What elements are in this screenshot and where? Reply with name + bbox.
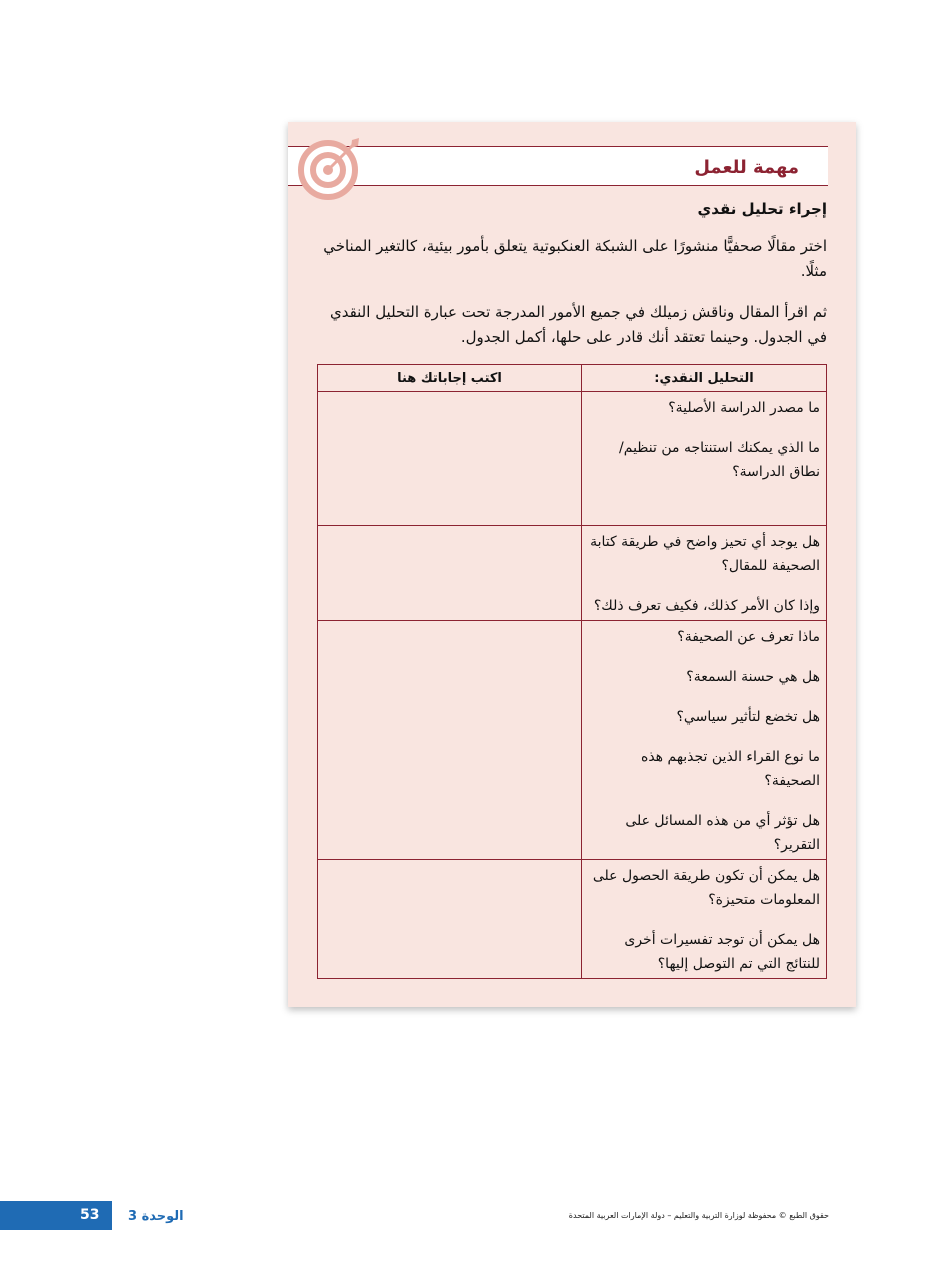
table-row: [318, 860, 827, 979]
table-row: [318, 621, 827, 860]
task-paragraph-1: اختر مقالًا صحفيًّا منشورًا على الشبكة العنكبوتية يتعلق بأمور بيئية، كالتغير المناخي مثلًا.: [323, 237, 827, 280]
question-cell: [582, 621, 827, 860]
question: ما مصدر الدراسة الأصلية؟: [668, 400, 820, 416]
question: هل تؤثر أي من هذه المسائل على التقرير؟: [625, 813, 820, 853]
answer-cell[interactable]: [318, 526, 582, 621]
question: وإذا كان الأمر كذلك، فكيف تعرف ذلك؟: [593, 598, 820, 614]
target-icon: [296, 136, 370, 200]
question: هل يمكن أن تكون طريقة الحصول على المعلومات متحيزة؟: [592, 868, 820, 908]
page-number: 53: [80, 1207, 100, 1223]
answer-cell[interactable]: [318, 392, 582, 526]
question: هل يوجد أي تحيز واضح في طريقة كتابة الصحيفة للمقال؟: [590, 534, 820, 574]
task-card: [288, 122, 856, 1007]
question-cell: [582, 392, 827, 526]
table-row: [318, 392, 827, 526]
question: ماذا تعرف عن الصحيفة؟: [677, 629, 820, 645]
table-header-row: [318, 365, 827, 392]
question: هل هي حسنة السمعة؟: [686, 669, 820, 685]
question-cell: [582, 860, 827, 979]
critical-analysis-table: [317, 364, 827, 979]
header-answers: اكتب إجاباتك هنا: [318, 365, 582, 392]
header-critical-analysis: التحليل النقدي:: [582, 365, 827, 392]
question: هل تخضع لتأثير سياسي؟: [676, 709, 820, 725]
task-title: مهمة للعمل: [694, 157, 799, 178]
unit-label: الوحدة 3: [128, 1209, 184, 1224]
question: ما نوع القراء الذين تجذبهم هذه الصحيفة؟: [640, 749, 820, 789]
task-paragraph-2: ثم اقرأ المقال وناقش زميلك في جميع الأمور المدرجة تحت عبارة التحليل النقدي في الجدول. وحينما تعتقد أنك قادر على حلها، أكمل الجدول.: [329, 303, 827, 346]
task-subheading: إجراء تحليل نقدي: [697, 200, 827, 218]
table-row: [318, 526, 827, 621]
question-cell: [582, 526, 827, 621]
answer-cell[interactable]: [318, 860, 582, 979]
copyright-notice: حقوق الطبع © محفوظة لوزارة التربية والتعليم – دولة الإمارات العربية المتحدة: [568, 1211, 829, 1220]
answer-cell[interactable]: [318, 621, 582, 860]
question: ما الذي يمكنك استنتاجه من تنظيم/ نطاق الدراسة؟: [619, 440, 820, 480]
question: هل يمكن أن توجد تفسيرات أخرى للنتائج التي تم التوصل إليها؟: [624, 932, 820, 972]
